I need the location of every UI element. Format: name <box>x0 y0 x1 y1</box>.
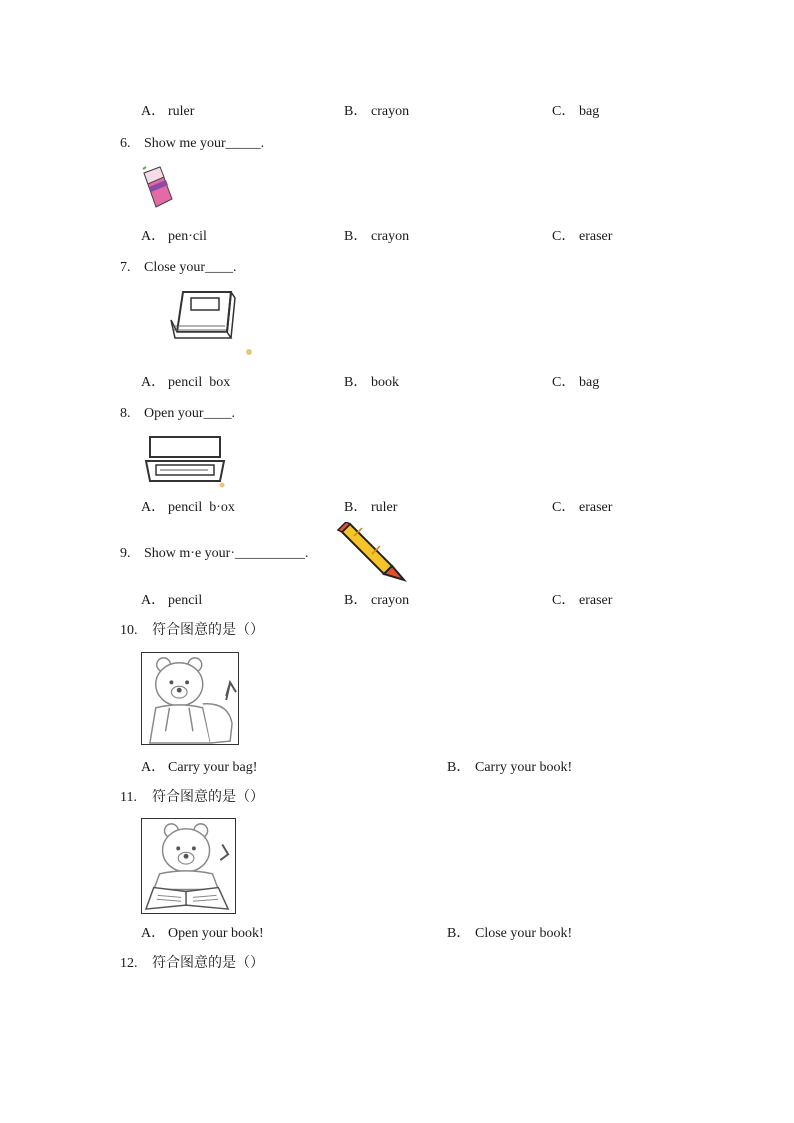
q11-option-b-text: Close your book! <box>475 926 573 941</box>
q6-number: 6. <box>120 136 131 151</box>
q9-number: 9. <box>120 546 131 561</box>
q8-option-a-text: pencil b·ox <box>168 500 235 515</box>
q5-option-b-letter: B． <box>344 104 368 119</box>
q6-option-b-letter: B． <box>344 229 368 244</box>
q9-stem: Show m·e your·__________. <box>144 546 309 561</box>
q5-option-c-letter: C． <box>552 104 576 119</box>
q7-option-c-letter: C． <box>552 375 576 390</box>
q5-option-c-text: bag <box>579 104 600 119</box>
q8-option-a-letter: A． <box>141 500 166 515</box>
q8-stem: Open your____. <box>144 406 235 421</box>
q10-option-a-text: Carry your bag! <box>168 760 258 775</box>
q9-option-a-letter: A． <box>141 593 166 608</box>
q11-option-a-letter: A． <box>141 926 166 941</box>
book-icon <box>165 288 260 360</box>
q7-option-b-letter: B． <box>344 375 368 390</box>
pencil-box-icon <box>142 433 230 489</box>
q11-option-a-text: Open your book! <box>168 926 264 941</box>
bear-reading-book-icon <box>141 818 236 914</box>
q5-option-a-letter: A． <box>141 104 166 119</box>
q10-option-a-letter: A． <box>141 760 166 775</box>
q11-option-b-letter: B． <box>447 926 471 941</box>
q7-option-a-text: pencil box <box>168 375 231 390</box>
q8-option-c-text: eraser <box>579 500 613 515</box>
q6-option-b-text: crayon <box>371 229 410 244</box>
q10-option-b-text: Carry your book! <box>475 760 573 775</box>
q9-option-b-letter: B． <box>344 593 368 608</box>
q6-option-a-letter: A． <box>141 229 166 244</box>
q9-option-c-letter: C． <box>552 593 576 608</box>
q7-option-b-text: book <box>371 375 399 390</box>
q7-number: 7. <box>120 260 131 275</box>
q5-option-a-text: ruler <box>168 104 195 119</box>
bear-carrying-bag-icon <box>141 652 239 745</box>
q6-stem: Show me your_____. <box>144 136 265 151</box>
q10-stem: 符合图意的是（） <box>152 623 264 638</box>
q5-option-b-text: crayon <box>371 104 410 119</box>
crayon-icon <box>334 522 409 584</box>
q9-option-c-text: eraser <box>579 593 613 608</box>
q7-option-c-text: bag <box>579 375 600 390</box>
q6-option-c-letter: C． <box>552 229 576 244</box>
q7-stem: Close your____. <box>144 260 237 275</box>
q8-option-c-letter: C． <box>552 500 576 515</box>
q6-option-a-text: pen·cil <box>168 229 207 244</box>
q12-stem: 符合图意的是（） <box>152 956 264 971</box>
q7-option-a-letter: A． <box>141 375 166 390</box>
q11-stem: 符合图意的是（） <box>152 790 264 805</box>
q8-option-b-letter: B． <box>344 500 368 515</box>
q10-option-b-letter: B． <box>447 760 471 775</box>
q8-option-b-text: ruler <box>371 500 398 515</box>
q8-number: 8. <box>120 406 131 421</box>
q9-option-a-text: pencil <box>168 593 203 608</box>
q6-option-c-text: eraser <box>579 229 613 244</box>
q11-number: 11. <box>120 790 137 805</box>
eraser-icon <box>138 163 178 213</box>
q9-option-b-text: crayon <box>371 593 410 608</box>
q10-number: 10. <box>120 623 138 638</box>
q12-number: 12. <box>120 956 138 971</box>
